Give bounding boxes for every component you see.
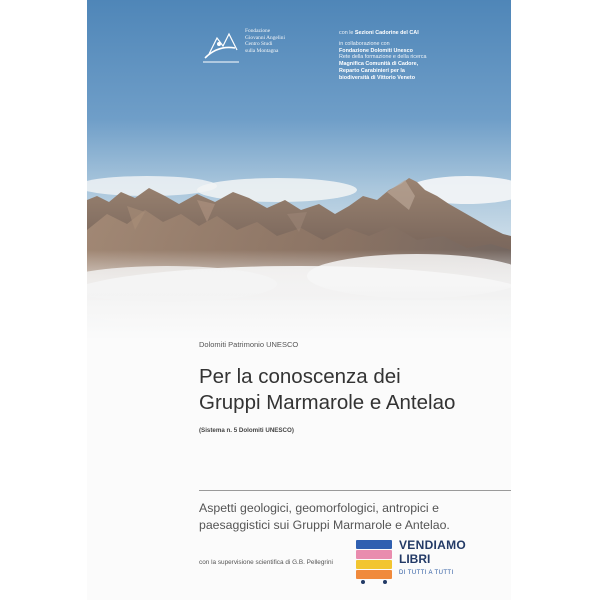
description-line-2: paesaggistici sui Gruppi Marmarole e Antelao.: [199, 518, 450, 532]
logo-line: Giovanni Angelini: [245, 34, 285, 41]
book-cover: [87, 0, 511, 600]
title-line-1: Per la conoscenza dei: [199, 365, 401, 388]
book-title: [199, 364, 499, 416]
book-subtitle: (Sistema n. 5 Dolomiti UNESCO): [199, 427, 294, 434]
divider: [199, 490, 511, 491]
watermark-line-2: LIBRI: [399, 552, 431, 566]
series-label: Dolomiti Patrimonio UNESCO: [199, 340, 299, 349]
collab-line-2: in collaborazione con: [339, 40, 390, 47]
foundation-name: [245, 28, 325, 54]
logo-line: Centro Studi: [245, 41, 273, 48]
collab-line-5: Magnifica Comunità di Cadore,: [339, 61, 419, 68]
scientific-supervision: con la supervisione scientifica di G.B. Pellegrini: [199, 559, 333, 566]
watermark-line-1: VENDIAMO: [399, 538, 467, 552]
collaboration-credits: [339, 30, 509, 82]
logo-line: sulla Montagna: [245, 47, 279, 54]
collab-line-1: [339, 30, 509, 37]
collab-line-6: Reparto Carabinieri per la: [339, 67, 405, 74]
description-line-1: Aspetti geologici, geomorfologici, antropici e: [199, 501, 439, 515]
collab-line-4: Rete della formazione e della ricerca: [339, 54, 427, 61]
title-line-2: Gruppi Marmarole e Antelao: [199, 391, 456, 414]
logo-line: Fondazione: [245, 28, 271, 34]
book-stack-icon: [354, 538, 394, 584]
book-description: [199, 500, 511, 534]
collab-line-3: Fondazione Dolomiti Unesco: [339, 47, 413, 54]
collab-cai: Sezioni Cadorine del CAI: [354, 30, 419, 36]
watermark-tagline: DI TUTTI A TUTTI: [399, 570, 454, 576]
collab-line-7: biodiversità di Vittorio Veneto: [339, 74, 415, 81]
collab-prefix: con le: [339, 30, 354, 36]
vendiamo-libri-watermark: [354, 538, 504, 588]
